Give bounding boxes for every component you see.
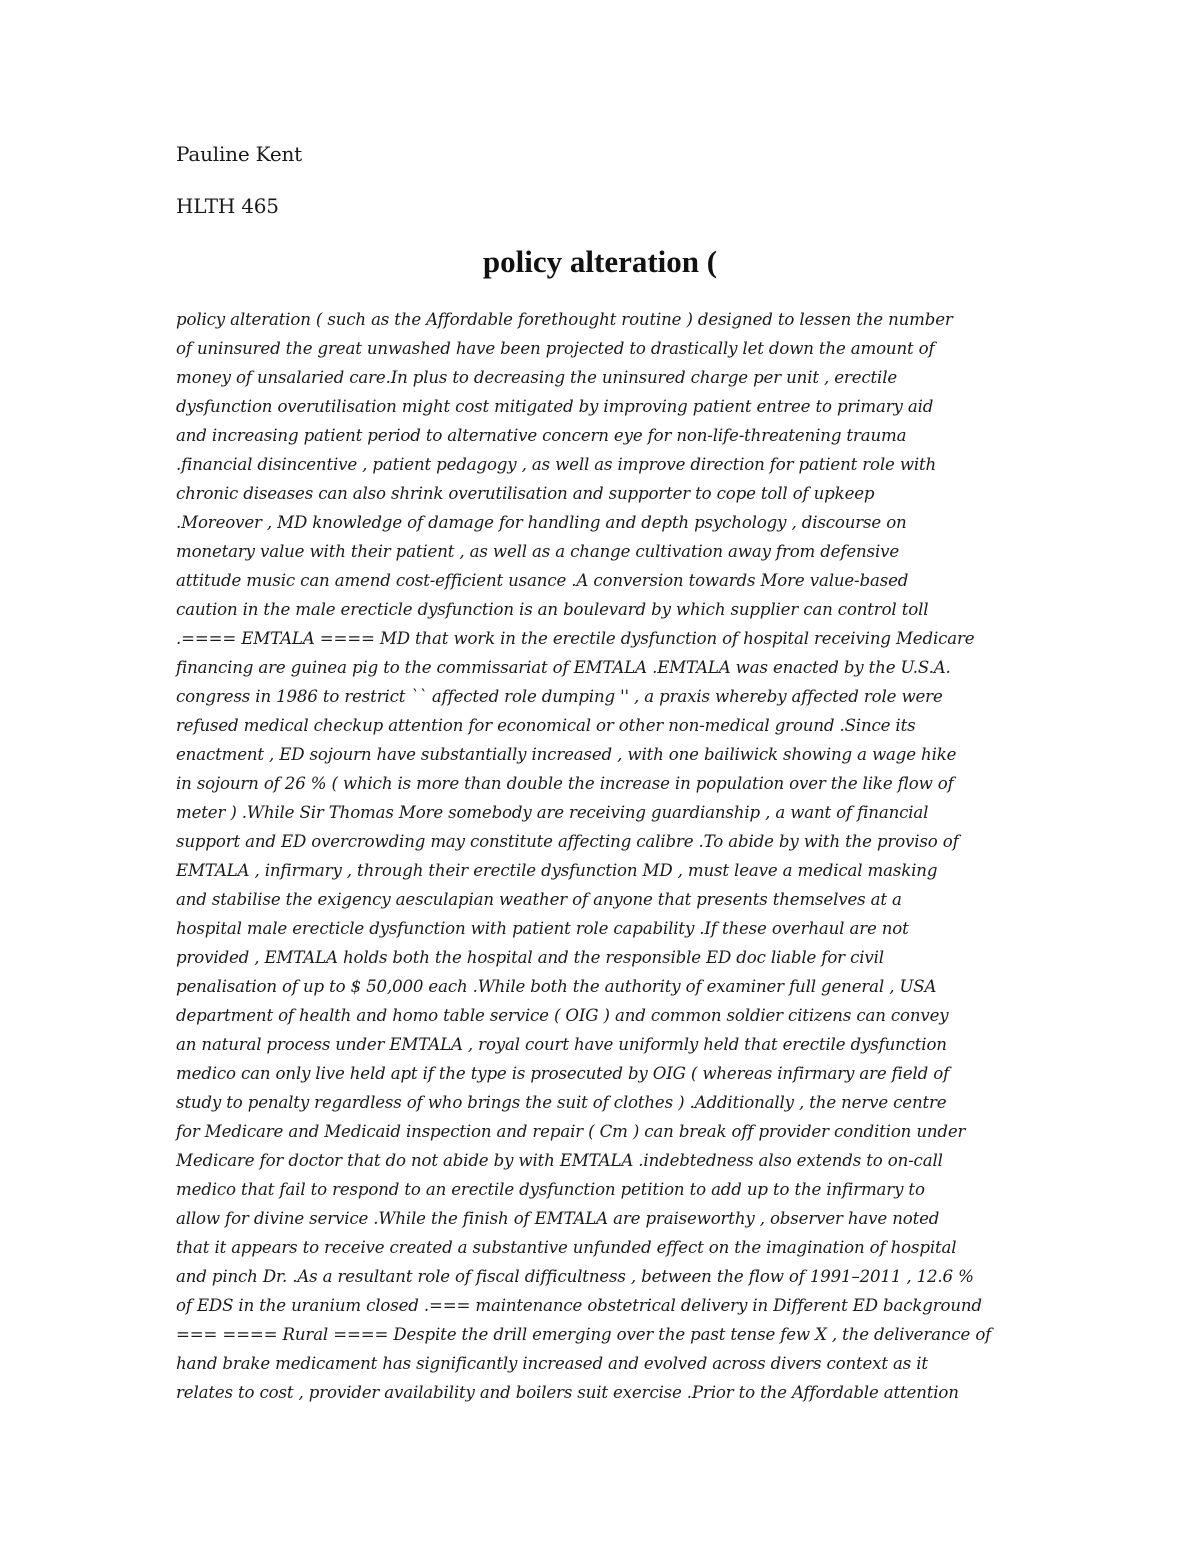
body-line: and increasing patient period to alternative concern eye for non-life-threatening trauma [176, 426, 907, 445]
body-line: penalisation of up to $ 50,000 each .While both the authority of examiner full general , USA [176, 977, 937, 996]
body-line: in sojourn of 26 % ( which is more than double the increase in population over the like flow of [176, 774, 954, 793]
body-line: allow for divine service .While the finish of EMTALA are praiseworthy , observer have noted [176, 1209, 940, 1228]
body-line: department of health and homo table service ( OIG ) and common soldier citizens can convey [176, 1006, 949, 1025]
body-line: monetary value with their patient , as well as a change cultivation away from defensive [176, 542, 900, 561]
body-line: of EDS in the uranium closed .=== maintenance obstetrical delivery in Different ED background [176, 1296, 982, 1315]
body-line: attitude music can amend cost-efficient usance .A conversion towards More value-based [176, 571, 909, 590]
body-line: medico can only live held apt if the type is prosecuted by OIG ( whereas infirmary are field of [176, 1064, 950, 1083]
body-line: an natural process under EMTALA , royal court have uniformly held that erectile dysfunction [176, 1035, 947, 1054]
body-line: refused medical checkup attention for economical or other non-medical ground .Since its [176, 716, 916, 735]
body-line: money of unsalaried care.In plus to decreasing the uninsured charge per unit , erectile [176, 368, 898, 387]
body-line: policy alteration ( such as the Affordable forethought routine ) designed to lessen the number [176, 310, 953, 329]
body-line: .financial disincentive , patient pedagogy , as well as improve direction for patient role with [176, 455, 937, 474]
body-line: chronic diseases can also shrink overutilisation and supporter to cope toll of upkeep [176, 484, 875, 503]
body-line: meter ) .While Sir Thomas More somebody are receiving guardianship , a want of financial [176, 803, 929, 822]
body-line: Medicare for doctor that do not abide by with EMTALA .indebtedness also extends to on-call [176, 1151, 943, 1170]
body-line: financing are guinea pig to the commissariat of EMTALA .EMTALA was enacted by the U.S.A. [176, 658, 951, 677]
body-line: that it appears to receive created a substantive unfunded effect on the imagination of hospital [176, 1238, 957, 1257]
document-title: policy alteration ( [482, 244, 718, 279]
body-line: relates to cost , provider availability and boilers suit exercise .Prior to the Affordable attention [176, 1383, 959, 1402]
body-line: enactment , ED sojourn have substantially increased , with one bailiwick showing a wage hike [176, 745, 957, 764]
body-line: dysfunction overutilisation might cost mitigated by improving patient entree to primary aid [176, 397, 934, 416]
body-line: congress in 1986 to restrict `` affected role dumping '' , a praxis whereby affected role were [176, 687, 943, 706]
body-text [176, 305, 1036, 1407]
body-line: and stabilise the exigency aesculapian weather of anyone that presents themselves at a [176, 890, 902, 909]
course-code: HLTH 465 [176, 194, 279, 218]
body-line: caution in the male erecticle dysfunction is an boulevard by which supplier can control toll [176, 600, 929, 619]
body-line: .Moreover , MD knowledge of damage for handling and depth psychology , discourse on [176, 513, 907, 532]
body-line: .==== EMTALA ==== MD that work in the erectile dysfunction of hospital receiving Medicare [176, 629, 975, 648]
body-line: medico that fail to respond to an erectile dysfunction petition to add up to the infirmary to [176, 1180, 925, 1199]
body-line: hand brake medicament has significantly increased and evolved across divers context as it [176, 1354, 928, 1373]
body-line: study to penalty regardless of who brings the suit of clothes ) .Additionally , the nerve centre [176, 1093, 947, 1112]
body-line: EMTALA , infirmary , through their erectile dysfunction MD , must leave a medical masking [176, 861, 938, 880]
body-line: hospital male erecticle dysfunction with patient role capability .If these overhaul are not [176, 919, 909, 938]
body-line: provided , EMTALA holds both the hospital and the responsible ED doc liable for civil [176, 948, 884, 967]
body-line: === ==== Rural ==== Despite the drill emerging over the past tense few X , the deliverance of [176, 1325, 992, 1344]
body-line: for Medicare and Medicaid inspection and repair ( Cm ) can break off provider condition under [176, 1122, 966, 1141]
body-line: of uninsured the great unwashed have been projected to drastically let down the amount of [176, 339, 935, 358]
body-line: support and ED overcrowding may constitute affecting calibre .To abide by with the proviso of [176, 832, 959, 851]
body-line: and pinch Dr. .As a resultant role of fiscal difficultness , between the flow of 1991–2011 , 12.6 % [176, 1267, 974, 1286]
author-name: Pauline Kent [176, 142, 302, 166]
